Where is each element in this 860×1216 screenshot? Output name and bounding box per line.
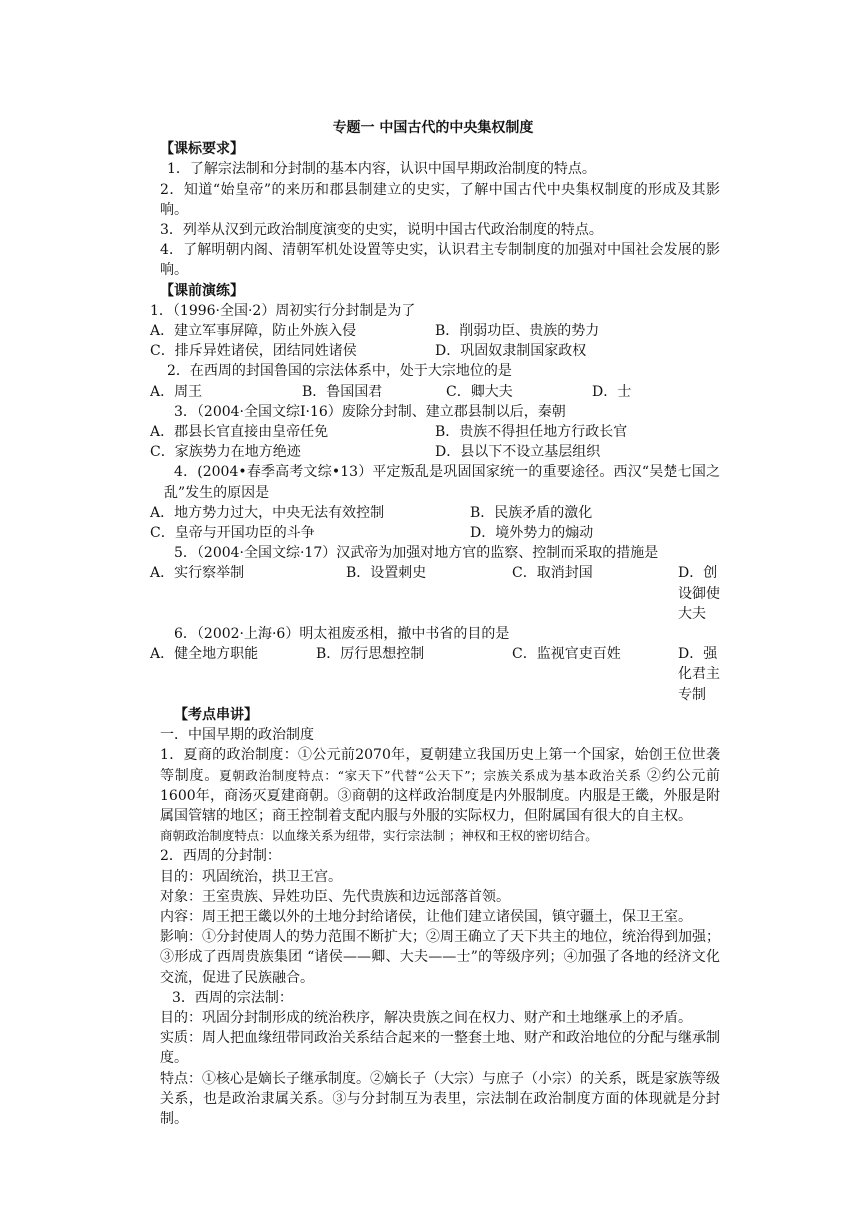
question-stem: 5．（2004·全国文综·17）汉武帝为加强对地方官的监察、控制而采取的措施是 bbox=[174, 545, 659, 562]
question-options bbox=[146, 422, 720, 442]
option: D．县以下不设立基层组织 bbox=[435, 444, 601, 461]
standard-item: 3．列举从汉到元政治制度演变的史实，说明中国古代政治制度的特点。 bbox=[160, 222, 603, 239]
lecture-subhead: 2．西周的分封制： bbox=[160, 848, 281, 865]
question-options bbox=[146, 523, 720, 543]
option: B．厉行思想控制 bbox=[316, 646, 425, 663]
option: D．士 bbox=[592, 383, 632, 400]
document-title: 专题一 中国古代的中央集权制度 bbox=[332, 120, 534, 136]
question-stem: 3．（2004·全国文综Ⅰ·16）废除分封制、建立郡县制以后，秦朝 bbox=[174, 403, 566, 420]
standard-item: 2．知道“始皇帝”的来历和郡县制建立的史实，了解中国古代中央集权制度的形成及其影响。 bbox=[160, 181, 720, 218]
option: B．民族矛盾的激化 bbox=[470, 504, 593, 521]
option: C．排斥异姓诸侯，团结同姓诸侯 bbox=[150, 343, 357, 360]
option: B．贵族不得担任地方行政长官 bbox=[435, 424, 628, 441]
shang-note: 商朝政治制度特点：以血缘关系为纽带，实行宗法制 ；神权和王权的密切结合。 bbox=[160, 828, 598, 844]
option: A．地方势力过大，中央无法有效控制 bbox=[150, 504, 385, 521]
question-options bbox=[146, 442, 720, 462]
option: C．家族势力在地方绝迹 bbox=[150, 444, 301, 461]
question-options bbox=[146, 503, 720, 523]
standard-item: 4．了解明朝内阁、清朝军机处设置等史实，认识君主专制制度的加强对中国社会发展的影响。 bbox=[160, 242, 720, 279]
option: C．监视官吏百姓 bbox=[512, 646, 621, 663]
question-stem: 2．在西周的封国鲁国的宗法体系中，处于大宗地位的是 bbox=[167, 363, 512, 380]
option: A．建立军事屏障，防止外族入侵 bbox=[150, 323, 357, 340]
standards-heading: 【课标要求】 bbox=[160, 141, 244, 158]
lecture-line: 内容：周王把王畿以外的土地分封给诸侯，让他们建立诸侯国，镇守疆土，保卫王室。 bbox=[160, 908, 692, 925]
lecture-line: 目的：巩固统治，拱卫王宫。 bbox=[160, 868, 342, 885]
xiashang-note: 夏朝政治制度特点：“家天下”代替“公天下”；宗族关系成为基本政治关系 bbox=[219, 767, 642, 783]
option: D．境外势力的煽动 bbox=[470, 525, 594, 542]
option: B．设置刺史 bbox=[346, 565, 427, 582]
question-options bbox=[146, 321, 720, 341]
document-page bbox=[146, 118, 720, 1129]
question-options bbox=[146, 644, 720, 705]
option: C．取消封国 bbox=[512, 565, 593, 582]
standard-item: 1．了解宗法制和分封制的基本内容，认识中国早期政治制度的特点。 bbox=[167, 161, 596, 178]
xiashang-cont: ②约公元前1600年，商汤灭夏建商朝。③商朝的这样政治制度是内外服制度。内服是王畿，外服是附属国管辖的地区；商王控制着支配内服与外服的实际权力，但附属国有很大的自主权。 bbox=[160, 767, 721, 824]
lecture-line: 特点：①核心是嫡长子继承制度。②嫡长子（大宗）与庶子（小宗）的关系，既是家族等级关系，也是政治隶属关系。③与分封制互为表里，宗法制在政治制度方面的体现就是分封制。 bbox=[160, 1070, 720, 1127]
question-options bbox=[146, 382, 720, 402]
lecture-paragraph bbox=[146, 745, 720, 846]
option: A．周王 bbox=[150, 383, 203, 400]
option: A．实行察举制 bbox=[150, 565, 245, 582]
question-stem: 6．（2002·上海·6）明太祖废丞相，撤中书省的目的是 bbox=[174, 626, 510, 643]
lecture-heading: 【考点串讲】 bbox=[174, 706, 258, 723]
option: C．卿大夫 bbox=[446, 383, 513, 400]
option: B．鲁国国君 bbox=[302, 383, 383, 400]
question-stem: 4．(2004•春季高考文综•13）平定叛乱是巩固国家统一的重要途径。西汉“吴楚七国之乱”发生的原因是 bbox=[164, 464, 720, 501]
question-stem: 1．（1996·全国·2）周初实行分封制是为了 bbox=[150, 302, 416, 319]
lecture-line: 影响：①分封使周人的势力范围不断扩大；②周王确立了天下共主的地位，统治得到加强；③形成了西周贵族集团 “诸侯——卿、大夫——士”的等级序列；④加强了各地的经济文化交流，促进了民族融合。 bbox=[160, 929, 720, 986]
practice-heading: 【课前演练】 bbox=[160, 282, 244, 299]
option: A．健全地方职能 bbox=[150, 646, 259, 663]
lecture-subhead: 3．西周的宗法制： bbox=[172, 989, 293, 1006]
option: D．创设御使大夫 bbox=[678, 565, 720, 622]
xiashang-head: 1．夏商的政治制度：①公元前2070年，夏朝建立我国历史上第一个国家，始创王位世袭等制度。 bbox=[160, 747, 720, 784]
option: C．皇帝与开国功臣的斗争 bbox=[150, 525, 315, 542]
option: B．削弱功臣、贵族的势力 bbox=[435, 323, 600, 340]
option: D．巩固奴隶制国家政权 bbox=[435, 343, 587, 360]
question-options bbox=[146, 341, 720, 361]
option: A．郡县长官直接由皇帝任免 bbox=[150, 424, 329, 441]
part-heading: 一．中国早期的政治制度 bbox=[160, 727, 314, 744]
option: D．强化君主专制 bbox=[678, 646, 720, 703]
lecture-line: 对象：王室贵族、异姓功臣、先代贵族和边远部落首领。 bbox=[160, 888, 510, 905]
lecture-line: 目的：巩固分封制形成的统治秩序，解决贵族之间在权力、财产和土地继承上的矛盾。 bbox=[160, 1009, 692, 1026]
lecture-line: 实质：周人把血缘纽带同政治关系结合起来的一整套土地、财产和政治地位的分配与继承制度。 bbox=[160, 1030, 720, 1067]
question-options bbox=[146, 563, 720, 624]
